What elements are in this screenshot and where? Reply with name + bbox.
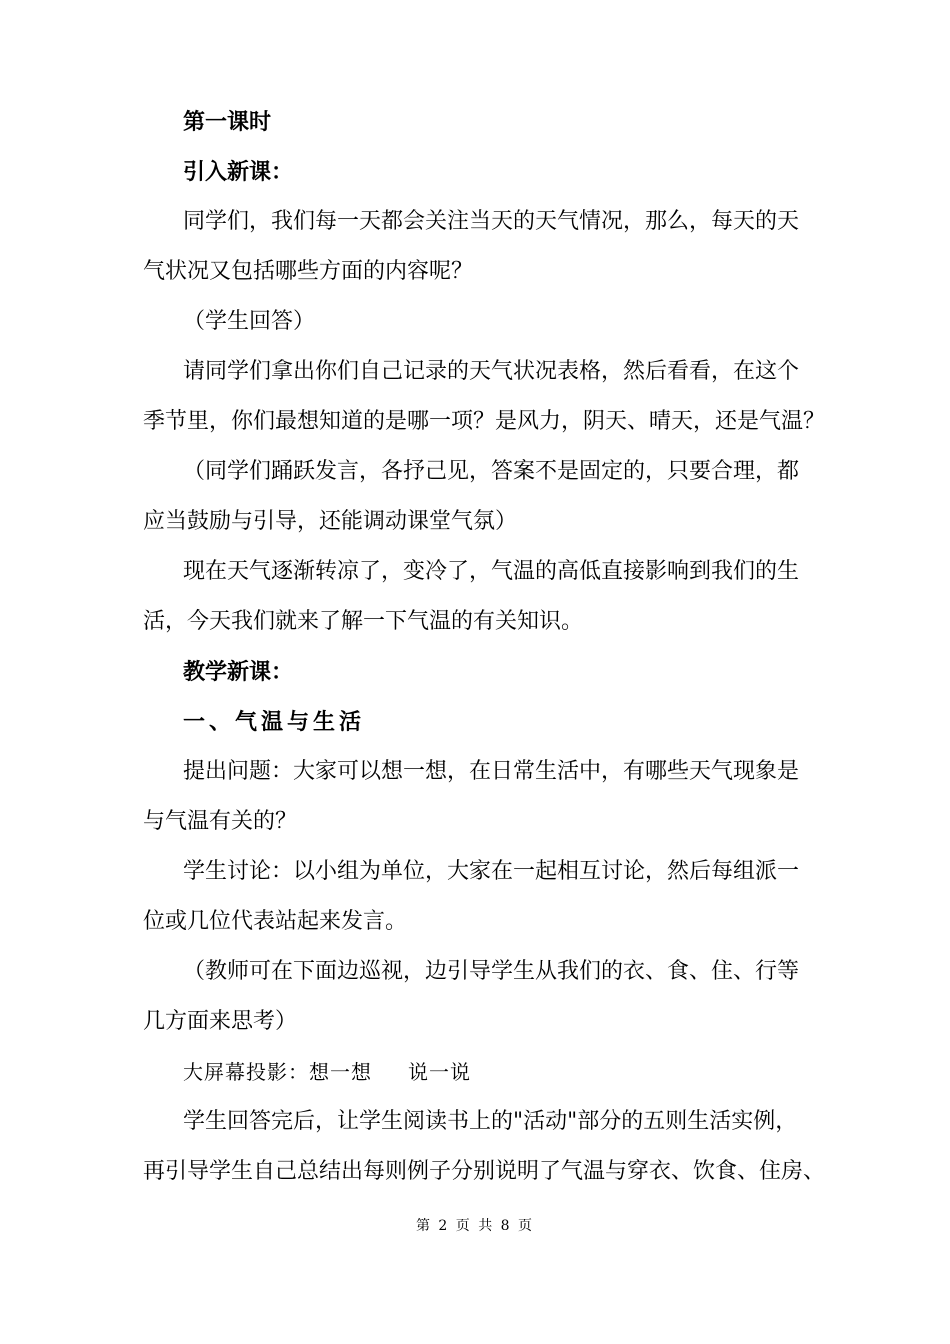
paragraph-line: 气状况又包括哪些方面的内容呢？ <box>143 259 474 284</box>
paragraph-line: 同学们，我们每一天都会关注当天的天气情况，那么，每天的天 <box>183 209 800 234</box>
paragraph-line: 应当鼓励与引导，还能调动课堂气氛） <box>143 509 518 534</box>
page-number-footer: 第 2 页 共 8 页 <box>415 1218 535 1234</box>
lesson-title: 第一课时 <box>183 109 272 135</box>
screen-projection-label-2: 说一说 <box>408 1060 471 1084</box>
paragraph-line: （同学们踊跃发言，各抒己见，答案不是固定的，只要合理，都 <box>183 459 800 484</box>
student-answer-note: （学生回答） <box>183 309 316 334</box>
screen-projection-label: 大屏幕投影：想一想 <box>183 1060 372 1084</box>
section-heading: 一、气温与生活 <box>183 709 366 735</box>
screen-projection-line <box>183 1057 950 1087</box>
paragraph-line: 几方面来思考） <box>143 1009 298 1034</box>
teaching-heading: 教学新课： <box>183 659 294 685</box>
paragraph-line: 请同学们拿出你们自己记录的天气状况表格，然后看看，在这个 <box>183 359 800 384</box>
paragraph-line: 与气温有关的？ <box>143 809 298 834</box>
intro-heading: 引入新课： <box>183 159 294 185</box>
paragraph-line: （教师可在下面边巡视，边引导学生从我们的衣、食、住、行等 <box>183 959 800 984</box>
paragraph-line: 再引导学生自己总结出每则例子分别说明了气温与穿衣、饮食、住房、 <box>143 1159 826 1184</box>
paragraph-line: 提出问题：大家可以想一想，在日常生活中，有哪些天气现象是 <box>183 759 800 784</box>
paragraph-line: 现在天气逐渐转凉了，变冷了，气温的高低直接影响到我们的生 <box>183 559 800 584</box>
paragraph-line: 季节里，你们最想知道的是哪一项？是风力，阴天、晴天，还是气温？ <box>143 409 826 434</box>
paragraph-line: 学生讨论：以小组为单位，大家在一起相互讨论，然后每组派一 <box>183 859 800 884</box>
paragraph-line: 位或几位代表站起来发言。 <box>143 909 408 934</box>
paragraph-line: 学生回答完后，让学生阅读书上的"活动"部分的五则生活实例， <box>183 1109 798 1134</box>
paragraph-line: 活，今天我们就来了解一下气温的有关知识。 <box>143 609 584 634</box>
